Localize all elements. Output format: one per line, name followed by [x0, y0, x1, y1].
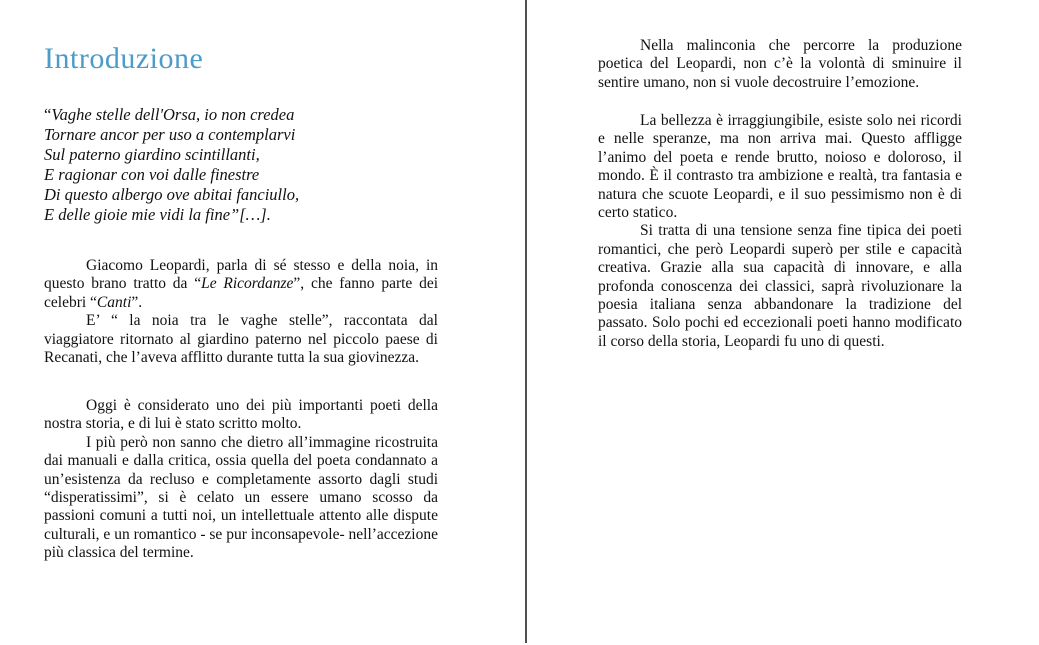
right-page	[598, 0, 962, 645]
paragraph: Nella malinconia che percorre la produzione poetica del Leopardi, non c’è la volontà di sminuire il sentire umano, non si vuole decostruire l’emozione.	[598, 37, 962, 91]
paragraph: La bellezza è irraggiungibile, esiste solo nei ricordi e nelle speranze, ma non arriva mai. Questo affligge l’animo del poeta e rende brutto, noioso e doloroso, il mondo. È il contrasto tra ambizione e realtà, tra fantasia e natura che scuote Leopardi, e il suo pessimismo non è di certo statico.	[598, 112, 962, 222]
right-body-block-1	[598, 37, 962, 92]
page-divider	[525, 0, 527, 643]
poem-quote	[44, 105, 438, 225]
paragraph: E delle gioie mie vidi la fine”[…].	[44, 205, 271, 224]
paragraph: Di questo albergo ove abitai fanciullo,	[44, 185, 300, 204]
right-body-block-2	[598, 112, 962, 351]
paragraph: “Vaghe stelle dell'Orsa, io non credea	[44, 105, 295, 124]
left-body-block-1	[44, 257, 438, 367]
paragraph: Giacomo Leopardi, parla di sé stesso e della noia, in questo brano tratto da “Le Ricordanze”, che fanno parte dei celebri “Canti”.	[44, 257, 439, 311]
paragraph: Sul paterno giardino scintillanti,	[44, 145, 260, 164]
paragraph: Tornare ancor per uso a contemplarvi	[44, 125, 296, 144]
paragraph: Oggi è considerato uno dei più importanti poeti della nostra storia, e di lui è stato scritto molto.	[44, 397, 438, 433]
page-title: Introduzione	[44, 42, 204, 75]
paragraph: E ragionar con voi dalle finestre	[44, 165, 260, 184]
paragraph: E’ “ la noia tra le vaghe stelle”, raccontata dal viaggiatore ritornato al giardino paterno nel piccolo paese di Recanati, che l’aveva afflitto durante tutta la sua giovinezza.	[44, 312, 438, 367]
paragraph: Si tratta di una tensione senza fine tipica dei poeti romantici, che però Leopardi superò per stile e capacità creativa. Grazie alla sua capacità di innovare, e alla profonda conoscenza dei classici, saprà rivoluzionare la poesia italiana senza abbandonare la tradizione del passato. Solo pochi ed eccezionali poeti hanno modificato il corso della storia, Leopardi fu uno di questi.	[598, 222, 962, 350]
left-page	[44, 0, 438, 645]
paragraph: I più però non sanno che dietro all’immagine ricostruita dai manuali e dalla critica, ossia quella del poeta condannato a un’esistenza da recluso e completamente assorto dagli studi “disperatissimi”, si è celato un essere umano scosso da passioni comuni a tutti noi, un intellettuale attento alle dispute culturali, e un romantico - se pur inconsapevole- nell’accezione più classica del termine.	[44, 433, 438, 562]
left-body-block-2	[44, 397, 438, 563]
